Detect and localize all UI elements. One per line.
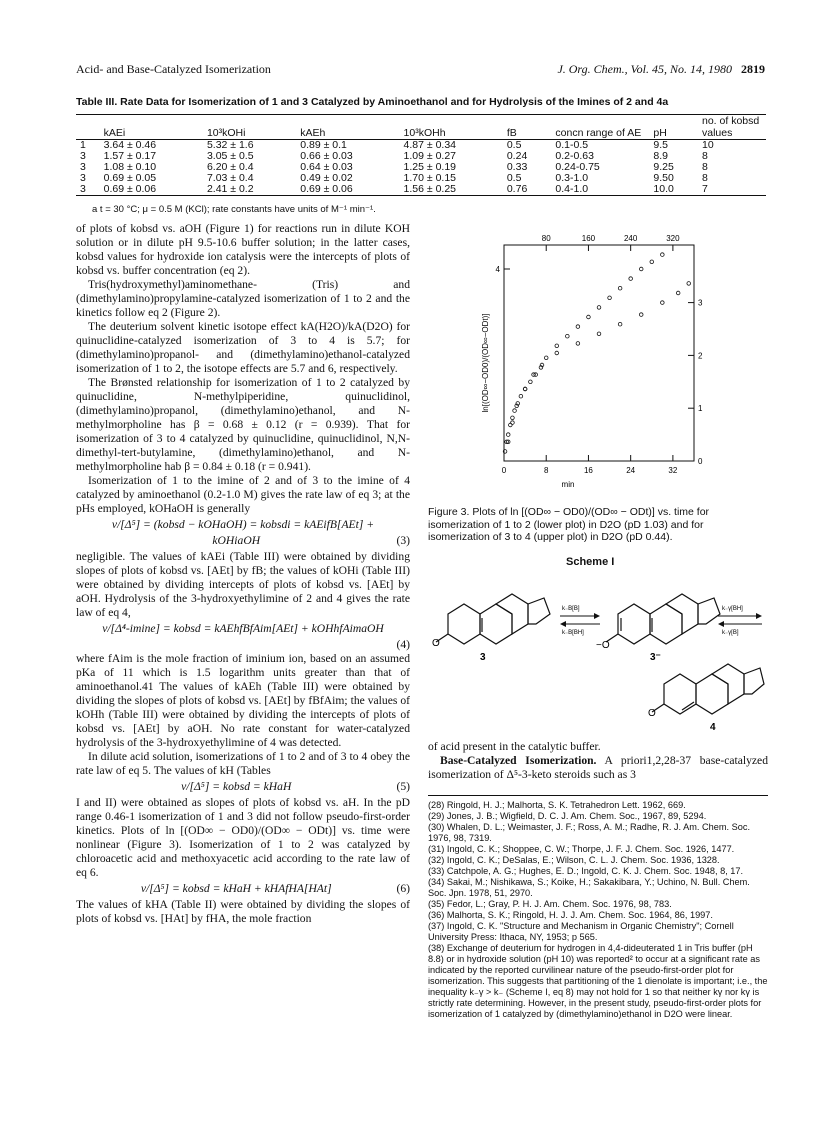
table-cell: 3 <box>80 161 86 173</box>
data-point-lower-series <box>506 433 510 437</box>
table-cell: 0.69 ± 0.05 <box>103 172 157 184</box>
data-point-lower-series <box>639 267 643 271</box>
table-cell: 1.70 ± 0.15 <box>403 172 457 184</box>
steroid-structure-4 <box>652 664 764 714</box>
table-cell: 3.64 ± 0.46 <box>103 139 157 151</box>
x-top-tick-label: 160 <box>581 234 596 243</box>
paragraph: of acid present in the catalytic buffer. <box>428 740 601 753</box>
table-cell: 9.25 <box>653 161 674 173</box>
x-tick-label: 8 <box>543 466 549 475</box>
reference-item: (37) Ingold, C. K. "Structure and Mechanism in Organic Chemistry"; Cornell University Press: Ithaca, NY, 1953; p 565. <box>428 921 734 942</box>
table-cell: 1.25 ± 0.19 <box>403 161 457 173</box>
reference-item: (38) Exchange of deuterium for hydrogen in 4,4-dideuterated 1 in Tris buffer (pH 8.8) or in hydroxide solution (pH 10) was reported² to occur at a significant rate as indicated by the reported curvilinear nature of the pseudo-first-order plot for isomerization. This suggests that partitioning of the 1 dienolate is important; i.e., the inequality k₋γ > k₋ (Scheme I, eq 8) may not hold for 1 so that neither kγ nor kγ is strictly rate determining. However, in the present study, pseudo-first-order plots for isomerization of 1 catalyzed by (dimethylamino)ethanol in D2O were linear. <box>428 943 768 1019</box>
paragraph: negligible. The values of kAEi (Table III) were obtained by dividing slopes of plots of kobsd vs. [AEt] by fB; the values of kOHi (Table III) were obtained by dividing intercepts of plots of kobsd vs. [AEt] by aOH. Hydrolysis of the 3-hydroxyethylimine of 2 and 4 gives the rate law of eq 4, <box>76 550 410 619</box>
atom-o-minus-label: −O <box>596 640 610 651</box>
journal-citation: J. Org. Chem., Vol. 45, No. 14, 1980 <box>557 62 732 76</box>
x-top-tick-label: 80 <box>541 234 551 243</box>
table-cell: 0.76 <box>503 184 552 196</box>
table-cell: 10 <box>702 139 714 151</box>
data-point-lower-series <box>511 416 515 420</box>
reference-item: (34) Sakai, M.; Nishikawa, S.; Koike, H.; Sakakibara, Y.; Uchino, N. Bull. Chem. Soc. Jpn. 1978, 51, 2970. <box>428 877 750 898</box>
table-cell: 9.5 <box>653 139 669 151</box>
paragraph: The values of kHA (Table II) were obtained by dividing the slopes of plots of kobsd vs. [HAt] by fHA, the mole fraction <box>76 898 410 925</box>
table-cell: 3 <box>80 172 86 184</box>
chart-points <box>503 253 690 453</box>
table-cell: 0.2-0.63 <box>555 150 594 162</box>
table-header: no. of kobsd values <box>698 115 766 140</box>
compound-label: 4 <box>710 722 716 733</box>
dienolate-structure-3minus <box>606 594 720 644</box>
table-header <box>76 115 100 140</box>
paragraph: Isomerization of 1 to the imine of 2 and of 3 to the imine of 4 catalyzed by aminoethanol (0.2-1.0 M) gives the rate law of eq 3; at the pHs employed, kOHaOH is generally <box>76 474 410 515</box>
chart-svg <box>428 223 768 493</box>
table-cell: 9.50 <box>653 172 674 184</box>
y-right-tick-label: 1 <box>698 404 703 414</box>
data-point-lower-series <box>519 394 523 398</box>
reference-item: (28) Ringold, H. J.; Malhorta, S. K. Tetrahedron Lett. 1962, 669. <box>428 800 686 810</box>
scheme-title: Scheme I <box>566 556 615 568</box>
table-cell: 0.24-0.75 <box>555 161 600 173</box>
page-number: 2819 <box>741 62 765 76</box>
data-point-upper-series <box>597 332 601 336</box>
table-cell: 8.9 <box>653 150 669 162</box>
scheme-svg <box>428 574 768 734</box>
table-header: 10³kOHh <box>400 115 503 140</box>
table-cell: 6.20 ± 0.4 <box>206 161 254 173</box>
equation-5-body: v/[Δ⁵] = kobsd = kHaH <box>181 780 292 793</box>
table-cell: 0.3-1.0 <box>555 172 589 184</box>
data-point-upper-series <box>687 282 691 286</box>
table-cell: 0.69 ± 0.06 <box>296 184 399 196</box>
table-cell: 0.1-0.5 <box>555 139 589 151</box>
table-cell: 0.33 <box>506 161 528 173</box>
table-cell: 3 <box>76 184 100 196</box>
running-header-title: Acid- and Base-Catalyzed Isomerization <box>76 62 271 76</box>
table-cell: 0.4-1.0 <box>551 184 649 196</box>
table-cell: 1.57 ± 0.17 <box>103 150 157 162</box>
table-cell: 10.0 <box>649 184 698 196</box>
x-tick-label: 16 <box>583 466 593 475</box>
x-tick-label: 24 <box>626 466 636 475</box>
figure-caption: Figure 3. Plots of ln [(OD∞ − OD0)/(OD∞ − ODt)] vs. time for isomerization of 1 to 2 (lower plot) in D2O (pD 1.03) and for isomerization of 3 to 4 (upper plot) in D2O (pD 0.44). <box>428 506 710 543</box>
x-axis-label: min <box>561 480 575 489</box>
data-point-lower-series <box>587 315 591 319</box>
scheme-diagram <box>428 574 768 734</box>
table-cell: 8 <box>702 172 708 184</box>
table-cell: 8 <box>702 150 708 162</box>
table-header: fB <box>503 115 552 140</box>
paragraph: In dilute acid solution, isomerizations of 1 to 2 and of 3 to 4 obey the rate law of eq 5. The values of kH (Tables <box>76 750 410 777</box>
table-cell: 8 <box>702 161 708 173</box>
compound-label: 3⁻ <box>650 652 661 663</box>
reference-item: (30) Whalen, D. L.; Weimaster, J. F.; Ross, A. M.; Radhe, R. J. Am. Chem. Soc. 1976, 98, 7319. <box>428 822 751 843</box>
right-column-text <box>428 740 768 782</box>
rate-label: k₋B[B] <box>562 606 580 612</box>
table-cell: 0.49 ± 0.02 <box>300 172 353 184</box>
y-tick-label: 4 <box>495 265 500 274</box>
data-point-upper-series <box>555 351 559 355</box>
paragraph: A priori1,2,28-37 base-catalyzed isomerization of Δ⁵-3-keto steroids such as 3 <box>428 754 768 781</box>
left-column <box>76 222 410 926</box>
data-point-lower-series <box>576 325 580 329</box>
data-point-upper-series <box>639 313 643 317</box>
equation-5 <box>76 780 410 794</box>
equation-6 <box>76 882 410 896</box>
data-point-lower-series <box>544 356 548 360</box>
data-point-lower-series <box>661 253 665 257</box>
data-point-upper-series <box>523 387 527 391</box>
equation-6-body: v/[Δ⁵] = kobsd = kHaH + kHAfHA[HAt] <box>140 882 332 895</box>
table-cell: 5.32 ± 1.6 <box>206 139 254 151</box>
table-cell: 7.03 ± 0.4 <box>206 172 254 184</box>
compound-label: 3 <box>480 652 486 663</box>
table-cell: 3.05 ± 0.5 <box>206 150 254 162</box>
section-heading: Base-Catalyzed Isomerization. <box>440 754 597 767</box>
y-right-tick-label: 3 <box>698 298 703 308</box>
y-right-tick-label: 0 <box>698 457 703 466</box>
equation-number: (3) <box>396 534 410 547</box>
data-point-lower-series <box>629 277 633 281</box>
equation-3-term: kOHiaOH <box>212 534 261 547</box>
data-point-lower-series <box>618 286 622 290</box>
paragraph: The deuterium solvent kinetic isotope effect kA(H2O)/kA(D2O) for quinuclidine-catalyzed isomerization of 3 to 4 is 5.7; for (dimethylamino)propanol- and (dimethylamino)ethanol-catalyzed isomerization of 1 to 2, the isotope effects are 5.7 and 6, respectively. <box>76 320 410 375</box>
y-right-tick-label: 2 <box>698 351 703 361</box>
table-cell: 0.5 <box>506 172 522 184</box>
table-cell: 1.56 ± 0.25 <box>400 184 503 196</box>
x-top-tick-label: 320 <box>666 234 680 243</box>
reference-item: (33) Catchpole, A. G.; Hughes, E. D.; Ingold, C. K. J. Chem. Soc. 1948, 8, 17. <box>428 866 744 876</box>
table-cell: 0.69 ± 0.06 <box>100 184 203 196</box>
table-cell: 0.66 ± 0.03 <box>300 150 353 162</box>
paragraph: Tris(hydroxymethyl)aminomethane- (Tris) and (dimethylamino)propylamine-catalyzed isomerization of 1 to 2 and the kinetics follow eq 2 (Figure 2). <box>76 278 410 319</box>
table-header: concn range of AE <box>551 115 649 140</box>
table-cell: 1.09 ± 0.27 <box>403 150 457 162</box>
data-point-lower-series <box>566 334 570 338</box>
y-axis-label: ln[(OD∞−OD0)/(OD∞−ODt)] <box>481 313 490 413</box>
table-caption: Table III. Rate Data for Isomerization of 1 and 3 Catalyzed by Aminoethanol and for Hydrolysis of the Imines of 2 and 4a <box>76 96 669 108</box>
table-cell: 0.5 <box>506 139 522 151</box>
equation-3-line1: v/[Δ⁵] = (kobsd − kOHaOH) = kobsdi = kAEifB[AEt] + <box>111 518 375 531</box>
chart-ticks <box>496 234 703 475</box>
reference-item: (31) Ingold, C. K.; Shoppee, C. W.; Thorpe, J. F. J. Chem. Soc. 1926, 1477. <box>428 844 735 854</box>
table-footnote: a t = 30 °C; μ = 0.5 M (KCl); rate constants have units of M⁻¹ min⁻¹. <box>92 204 376 215</box>
data-point-lower-series <box>513 409 517 413</box>
data-point-lower-series <box>555 344 559 348</box>
table-cell: 7 <box>698 184 766 196</box>
atom-o-label: O <box>432 638 440 649</box>
data-point-upper-series <box>661 301 665 305</box>
table-row <box>76 184 766 196</box>
x-top-tick-label: 240 <box>623 234 638 243</box>
table-cell: 4.87 ± 0.34 <box>403 139 457 151</box>
reference-item: (29) Jones, J. B.; Wigfield, D. C. J. Am. Chem. Soc., 1967, 89, 5294. <box>428 811 707 821</box>
paragraph: The Brønsted relationship for isomerization of 1 to 2 catalyzed by quinuclidine, N-methylpiperidine, quinuclidinol, (dimethylamino)propanol, (dimethylamino)ethanol, and N-methylmorpholine has β = 0.68 ± 0.12 (r = 0.939). That for isomerization of 3 to 4 catalyzed by quinuclidine, quinuclidinol, N,N-dimethyl-tert-butylamine, (dimethylamino)ethanol, and N-methylmorpholine hab β = 0.84 ± 0.18 (r = 0.941). <box>76 376 410 473</box>
rate-label: k₋γ[B] <box>722 630 739 636</box>
rate-label: k₋γ[BH] <box>722 606 743 612</box>
table-cell: 1.08 ± 0.10 <box>103 161 157 173</box>
equation-number: (6) <box>396 882 410 895</box>
table-header: pH <box>649 115 698 140</box>
paragraph: of plots of kobsd vs. aOH (Figure 1) for reactions run in dilute KOH solution or in dilute pH 9.5-10.6 buffer solution; in the latter cases, kobsd values for hydroxide ion catalysis were the intercepts of plots of kobsd vs. buffer concentration (eq 2). <box>76 222 410 277</box>
equation-number: (5) <box>396 780 410 793</box>
references <box>428 795 768 1020</box>
reference-item: (32) Ingold, C. K.; DeSalas, E.; Wilson, C. L. J. Chem. Soc. 1936, 1328. <box>428 855 720 865</box>
data-point-lower-series <box>650 260 654 264</box>
table-cell: 0.89 ± 0.1 <box>300 139 347 151</box>
plot-frame <box>504 245 694 461</box>
table-cell: 0.64 ± 0.03 <box>300 161 353 173</box>
data-point-lower-series <box>608 296 612 300</box>
data-point-upper-series <box>511 421 515 425</box>
data-point-lower-series <box>529 380 533 384</box>
rate-data-table <box>76 114 766 196</box>
equation-4: v/[Δ⁴-imine] = kobsd = kAEhfBfAim[AEt] + kOHhfAimaOH <box>102 622 384 635</box>
table-header: 10³kOHi <box>203 115 296 140</box>
table-cell: 3 <box>80 150 86 162</box>
equation-number: (4) <box>396 638 410 651</box>
table-cell: 1 <box>80 139 86 151</box>
table-header: kAEi <box>100 115 203 140</box>
equation-3-line2 <box>76 534 410 548</box>
running-header-journal <box>557 62 765 77</box>
paragraph: where fAim is the mole fraction of iminium ion, based on an assumed pKa of 11 which is 1.5 logarithm units greater than that of aminoethanol.41 The values of kAEh (Table III) were obtained by dividing the slopes of plots of kobsd vs. [AEt] by fBfAim; the values of kOHh (Table III) were obtained by dividing the intercepts of plots of kobsd vs. [AEt] by aOH. No rate constant for water-catalyzed hydrolysis of the 3-hydroxyethylimine of 4 was detected. <box>76 652 410 749</box>
x-tick-label: 32 <box>668 466 678 475</box>
data-point-lower-series <box>597 306 601 310</box>
rate-label: k₋B[BH] <box>562 630 584 636</box>
data-point-upper-series <box>576 342 580 346</box>
reference-item: (35) Fedor, L.; Gray, P. H. J. Am. Chem. Soc. 1976, 98, 783. <box>428 899 672 909</box>
paragraph: I and II) were obtained as slopes of plots of kobsd vs. aH. In the pD range 0.46-1 isomerization of 1 and 3 did not follow pseudo-first-order kinetics. Plots of ln [(OD∞ − OD0)/(OD∞ − ODt)] vs. time were nonlinear (Figure 3). Isomerization of 1 to 2 was catalyzed by chloroacetic acid and methoxyacetic acid according to the rate law of eq 6. <box>76 796 410 879</box>
steroid-structure-3 <box>436 594 550 644</box>
data-point-upper-series <box>618 322 622 326</box>
figure-3-chart <box>428 223 768 493</box>
atom-o-label: O <box>648 708 656 719</box>
data-point-upper-series <box>676 291 680 295</box>
reference-item: (36) Malhorta, S. K.; Ringold, H. J. J. Am. Chem. Soc. 1964, 86, 1997. <box>428 910 713 920</box>
x-tick-label: 0 <box>501 466 507 475</box>
table-cell: 0.24 <box>506 150 528 162</box>
table-header: kAEh <box>296 115 399 140</box>
table-cell: 2.41 ± 0.2 <box>203 184 296 196</box>
